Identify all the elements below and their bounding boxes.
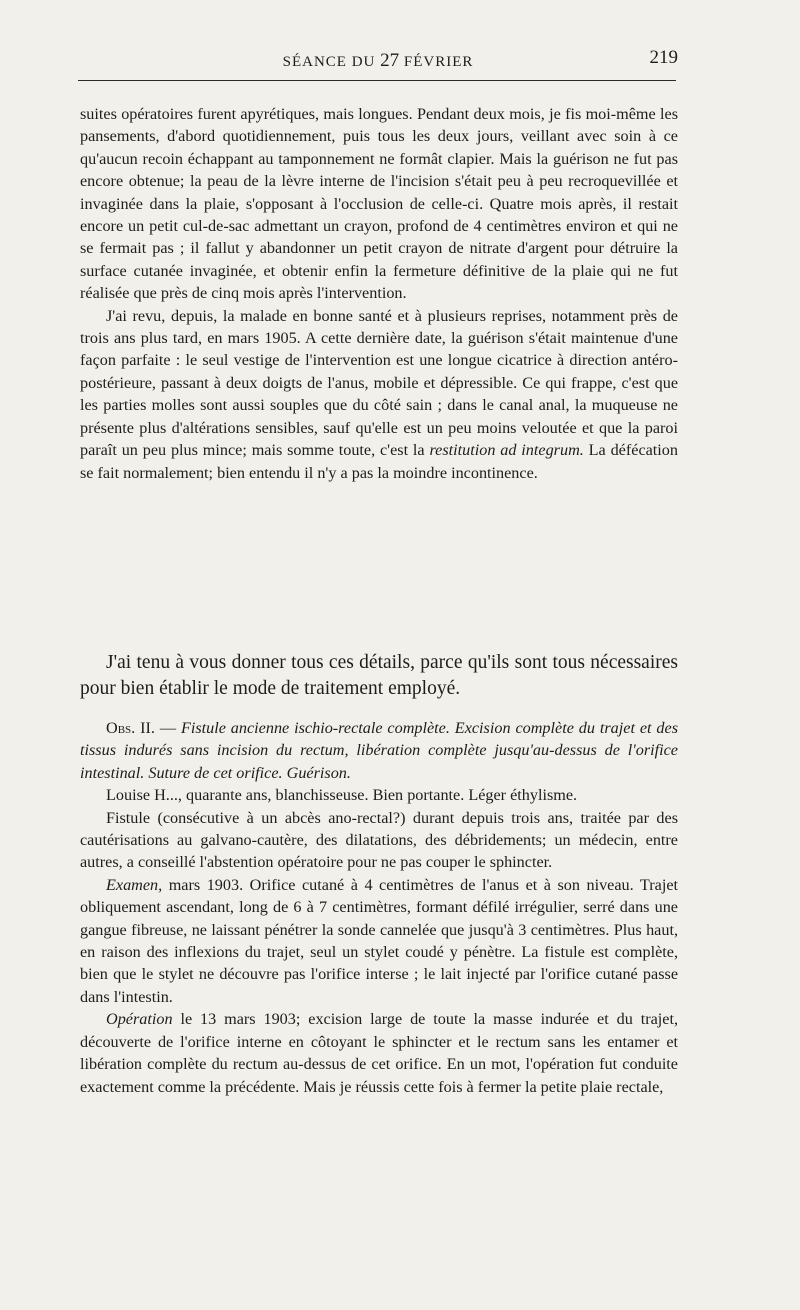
examen-label: Examen, bbox=[106, 875, 163, 894]
observation-label: Obs. II. bbox=[106, 719, 155, 737]
paragraph-operation bbox=[80, 1008, 678, 1098]
operation-text: le 13 mars 1903; excision large de toute la masse indurée et du trajet, découverte de l'orifice interne en côtoyant le sphincter et le rectum sans les entamer et libération complète du rectum au-dessus de cet orifice. En un mot, l'opération fut conduite exactement comme la précédente. Mais je réussis cette fois à fermer la petite plaie rectale, bbox=[80, 1010, 678, 1096]
paragraph-revu bbox=[80, 305, 678, 484]
paragraph-fistule: Fistule (consécutive à un abcès ano-rectal?) durant depuis trois ans, traitée par des cautérisations au galvano-cautère, des dilatations, des débridements; un médecin, entre autres, a conseillé l'abstention opératoire pour ne pas couper le sphincter. bbox=[80, 808, 678, 872]
large-text-block bbox=[80, 650, 678, 702]
paragraph-patient: Louise H..., quarante ans, blanchisseuse. Bien portante. Léger éthylisme. bbox=[106, 786, 578, 805]
operation-label: Opération bbox=[106, 1010, 173, 1029]
header-title-day: 27 bbox=[380, 50, 400, 71]
examen-text: mars 1903. Orifice cutané à 4 centimètres de l'anus et à son niveau. Trajet obliquement ascendant, long de 6 à 7 centimètres, formant défilé irrégulier, serré dans une gangue fibreuse, ne laissant pénétrer la sonde cannelée que jusqu'à 3 centimètres. Plus haut, en raison des inflexions du trajet, seul un stylet coudé y pénètre. La fistule est complète, bien que le stylet ne découvre pas l'orifice interse ; le lait injecté par l'orifice cutané passe dans l'intestin. bbox=[80, 875, 678, 1006]
body-text bbox=[80, 103, 678, 484]
header-rule bbox=[78, 80, 676, 81]
header-title-prefix: SÉANCE DU bbox=[282, 54, 381, 70]
paragraph-suites: suites opératoires furent apyrétiques, mais longues. Pendant deux mois, je fis moi-même les pansements, d'abord quotidiennement, puis tous les deux jours, veillant avec soin à ce qu'aucun recoin échappant au tamponnement ne formât clapier. Mais la guérison ne fut pas encore obtenue; la peau de la lèvre interne de l'incision s'était peu à peu recroquevillée et invaginée dans la plaie, s'opposant à l'occlusion de celle-ci. Quatre mois après, il restait encore un petit cul-de-sac admettant un crayon, profond de 4 centimètres environ et qui ne se fermait pas ; il fallut y abandonner un petit crayon de nitrate d'argent pour détruire la surface cutanée invaginée, et obtenir enfin la fermeture définitive de la plaie qui ne fut réalisée que près de cinq mois après l'intervention. bbox=[80, 105, 678, 303]
running-header bbox=[78, 47, 678, 76]
observation-title bbox=[80, 717, 678, 784]
header-title-suffix: FÉVRIER bbox=[399, 54, 474, 70]
observation-section bbox=[80, 717, 678, 1098]
header-title bbox=[78, 50, 678, 72]
observation-dash: — bbox=[154, 719, 181, 737]
paragraph-revu-italic: restitution ad integrum. bbox=[429, 441, 584, 460]
paragraph-revu-end: La défécation se fait normalement; bien entendu il n'y a pas la moindre incontinence. bbox=[80, 441, 678, 482]
paragraph-examen bbox=[80, 874, 678, 1008]
page-number: 219 bbox=[649, 47, 678, 68]
paragraph-revu-text: J'ai revu, depuis, la malade en bonne santé et à plusieurs reprises, notamment près de trois ans plus tard, en mars 1905. A cette dernière date, la guérison s'était maintenue d'une façon parfaite : le seul vestige de l'intervention est une longue cicatrice à direction antéro-postérieure, passant à deux doigts de l'anus, mobile et dépressible. Ce qui frappe, c'est que les parties molles sont aussi souples que du côté sain ; dans le canal anal, la muqueuse ne présente plus d'altérations sensibles, sauf qu'elle est un peu moins veloutée et que la paroi paraît un peu plus mince; mais somme toute, c'est la bbox=[80, 306, 678, 460]
observation-title-italic: Fistule ancienne ischio-rectale complète. Excision complète du trajet et des tissus indurés sans incision du rectum, libération complète jusqu'au-dessus de l'orifice intestinal. Suture de cet orifice. Guérison. bbox=[80, 719, 678, 782]
paragraph-details: J'ai tenu à vous donner tous ces détails, parce qu'ils sont tous nécessaires pour bien établir le mode de traitement employé. bbox=[80, 652, 678, 699]
